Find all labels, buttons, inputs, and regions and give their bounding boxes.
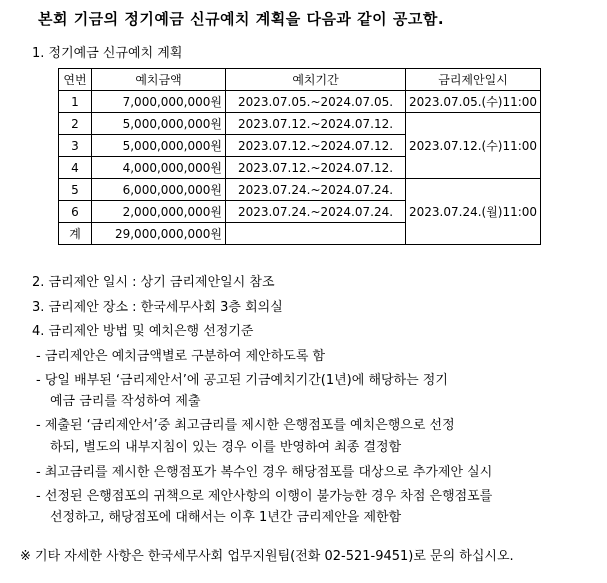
total-period-empty — [226, 223, 406, 245]
row-period: 2023.07.12.~2024.07.12. — [226, 157, 406, 179]
criteria-bullet: - 당일 배부된 ‘금리제안서’에 공고된 기금예치기간(1년)에 해당하는 정기 — [36, 373, 448, 388]
row-amount: 4,000,000,000원 — [92, 157, 226, 179]
row-no: 5 — [59, 179, 92, 201]
header-amount: 예치금액 — [92, 69, 226, 91]
row-period: 2023.07.24.~2024.07.24. — [226, 179, 406, 201]
row-period: 2023.07.12.~2024.07.12. — [226, 113, 406, 135]
row-no: 3 — [59, 135, 92, 157]
row-period: 2023.07.05.~2024.07.05. — [226, 91, 406, 113]
criteria-bullet: - 선정된 은행점포의 귀책으로 제안사항의 이행이 불가능한 경우 차점 은행점포를 — [36, 489, 493, 504]
contact-note: ※ 기타 자세한 사항은 한국세무사회 업무지원팀(전화 02-521-9451)로 문의 하십시오. — [20, 549, 514, 564]
row-schedule: 2023.07.24.(월)11:00 — [406, 179, 541, 245]
criteria-bullet-continuation: 선정하고, 해당점포에 대해서는 이후 1년간 금리제안을 제한함 — [50, 510, 402, 525]
criteria-bullet: - 최고금리를 제시한 은행점포가 복수인 경우 해당점포를 대상으로 추가제안 실시 — [36, 465, 493, 480]
row-no: 4 — [59, 157, 92, 179]
row-schedule: 2023.07.05.(수)11:00 — [406, 91, 541, 113]
row-amount: 5,000,000,000원 — [92, 135, 226, 157]
header-schedule: 금리제안일시 — [406, 69, 541, 91]
section-3-heading: 3. 금리제안 장소 : 한국세무사회 3층 회의실 — [32, 300, 283, 315]
row-amount: 2,000,000,000원 — [92, 201, 226, 223]
criteria-bullet: - 금리제안은 예치금액별로 구분하여 제안하도록 함 — [36, 349, 326, 364]
row-amount: 5,000,000,000원 — [92, 113, 226, 135]
deposit-plan-table — [58, 68, 541, 245]
row-period: 2023.07.24.~2024.07.24. — [226, 201, 406, 223]
table-row — [59, 91, 541, 113]
section-1-heading: 1. 정기예금 신규예치 계획 — [32, 46, 183, 61]
section-2-heading: 2. 금리제안 일시 : 상기 금리제안일시 참조 — [32, 275, 275, 290]
criteria-bullet: - 제출된 ‘금리제안서’중 최고금리를 제시한 은행점포를 예치은행으로 선정 — [36, 418, 455, 433]
table-row — [59, 179, 541, 201]
table-row — [59, 113, 541, 135]
section-4-heading: 4. 금리제안 방법 및 예치은행 선정기준 — [32, 324, 254, 339]
row-no: 2 — [59, 113, 92, 135]
total-amount: 29,000,000,000원 — [92, 223, 226, 245]
row-no: 6 — [59, 201, 92, 223]
criteria-bullet-continuation: 하되, 별도의 내부지침이 있는 경우 이를 반영하여 최종 결정함 — [50, 440, 402, 455]
row-amount: 6,000,000,000원 — [92, 179, 226, 201]
header-period: 예치기간 — [226, 69, 406, 91]
header-no: 연번 — [59, 69, 92, 91]
total-label: 계 — [59, 223, 92, 245]
row-amount: 7,000,000,000원 — [92, 91, 226, 113]
row-no: 1 — [59, 91, 92, 113]
criteria-bullet-continuation: 예금 금리를 작성하여 제출 — [50, 394, 201, 409]
notice-title: 본회 기금의 정기예금 신규예치 계획을 다음과 같이 공고함. — [38, 10, 445, 28]
table-header-row — [59, 69, 541, 91]
row-period: 2023.07.12.~2024.07.12. — [226, 135, 406, 157]
row-schedule: 2023.07.12.(수)11:00 — [406, 113, 541, 179]
